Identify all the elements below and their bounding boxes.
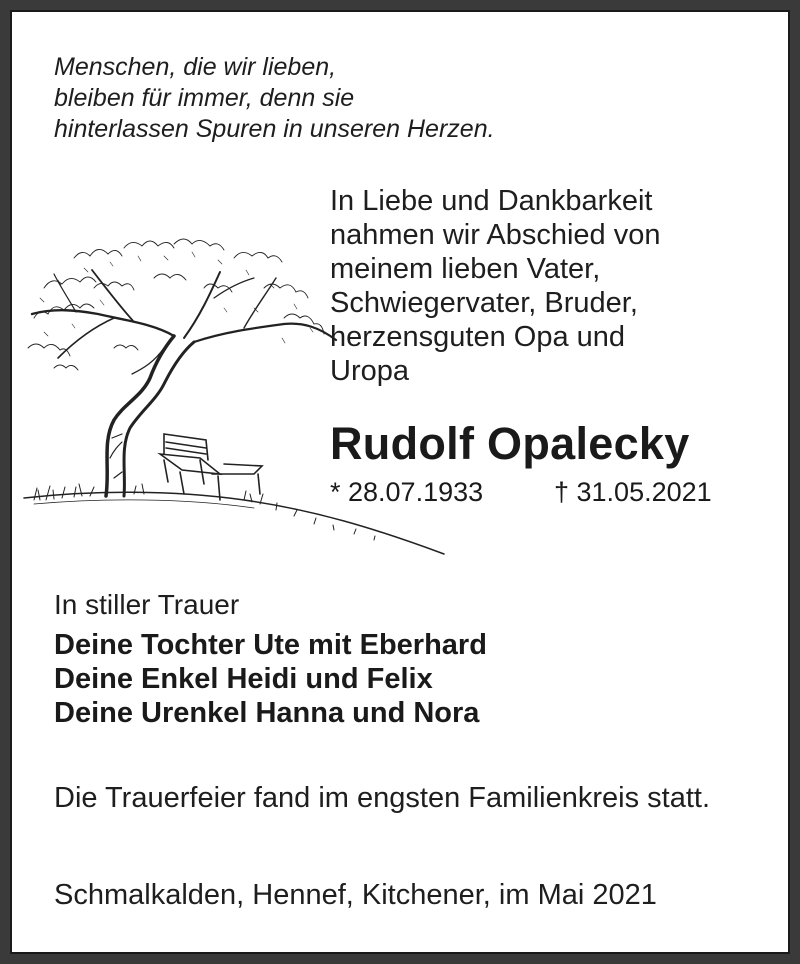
obituary-frame [10,10,790,954]
intro-line: Uropa [330,355,409,387]
death-date: † 31.05.2021 [554,477,712,507]
funeral-note: Die Trauerfeier fand im engsten Familienkreis statt. [54,782,710,814]
birth-date: * 28.07.1933 [330,477,484,507]
quote-line: hinterlassen Spuren in unseren Herzen. [54,115,495,143]
intro-line: herzensguten Opa und [330,321,626,353]
intro-line: Schwiegervater, Bruder, [330,287,638,319]
mourners-list [54,628,487,730]
place-and-date: Schmalkalden, Hennef, Kitchener, im Mai 2021 [54,879,657,911]
quote-line: Menschen, die wir lieben, [54,53,337,81]
intro-line: In Liebe und Dankbarkeit [330,185,653,217]
quote-line: bleiben für immer, denn sie [54,84,355,112]
mourning-heading: In stiller Trauer [54,589,240,620]
intro-line: nahmen wir Abschied von [330,219,661,251]
intro-text [330,184,660,388]
mourner-line: Deine Enkel Heidi und Felix [54,663,433,695]
memorial-quote [54,52,495,145]
intro-line: meinem lieben Vater, [330,253,601,285]
mourner-line: Deine Tochter Ute mit Eberhard [54,629,487,661]
deceased-name: Rudolf Opalecky [330,418,690,469]
life-dates [330,476,730,508]
mourner-line: Deine Urenkel Hanna und Nora [54,697,480,729]
